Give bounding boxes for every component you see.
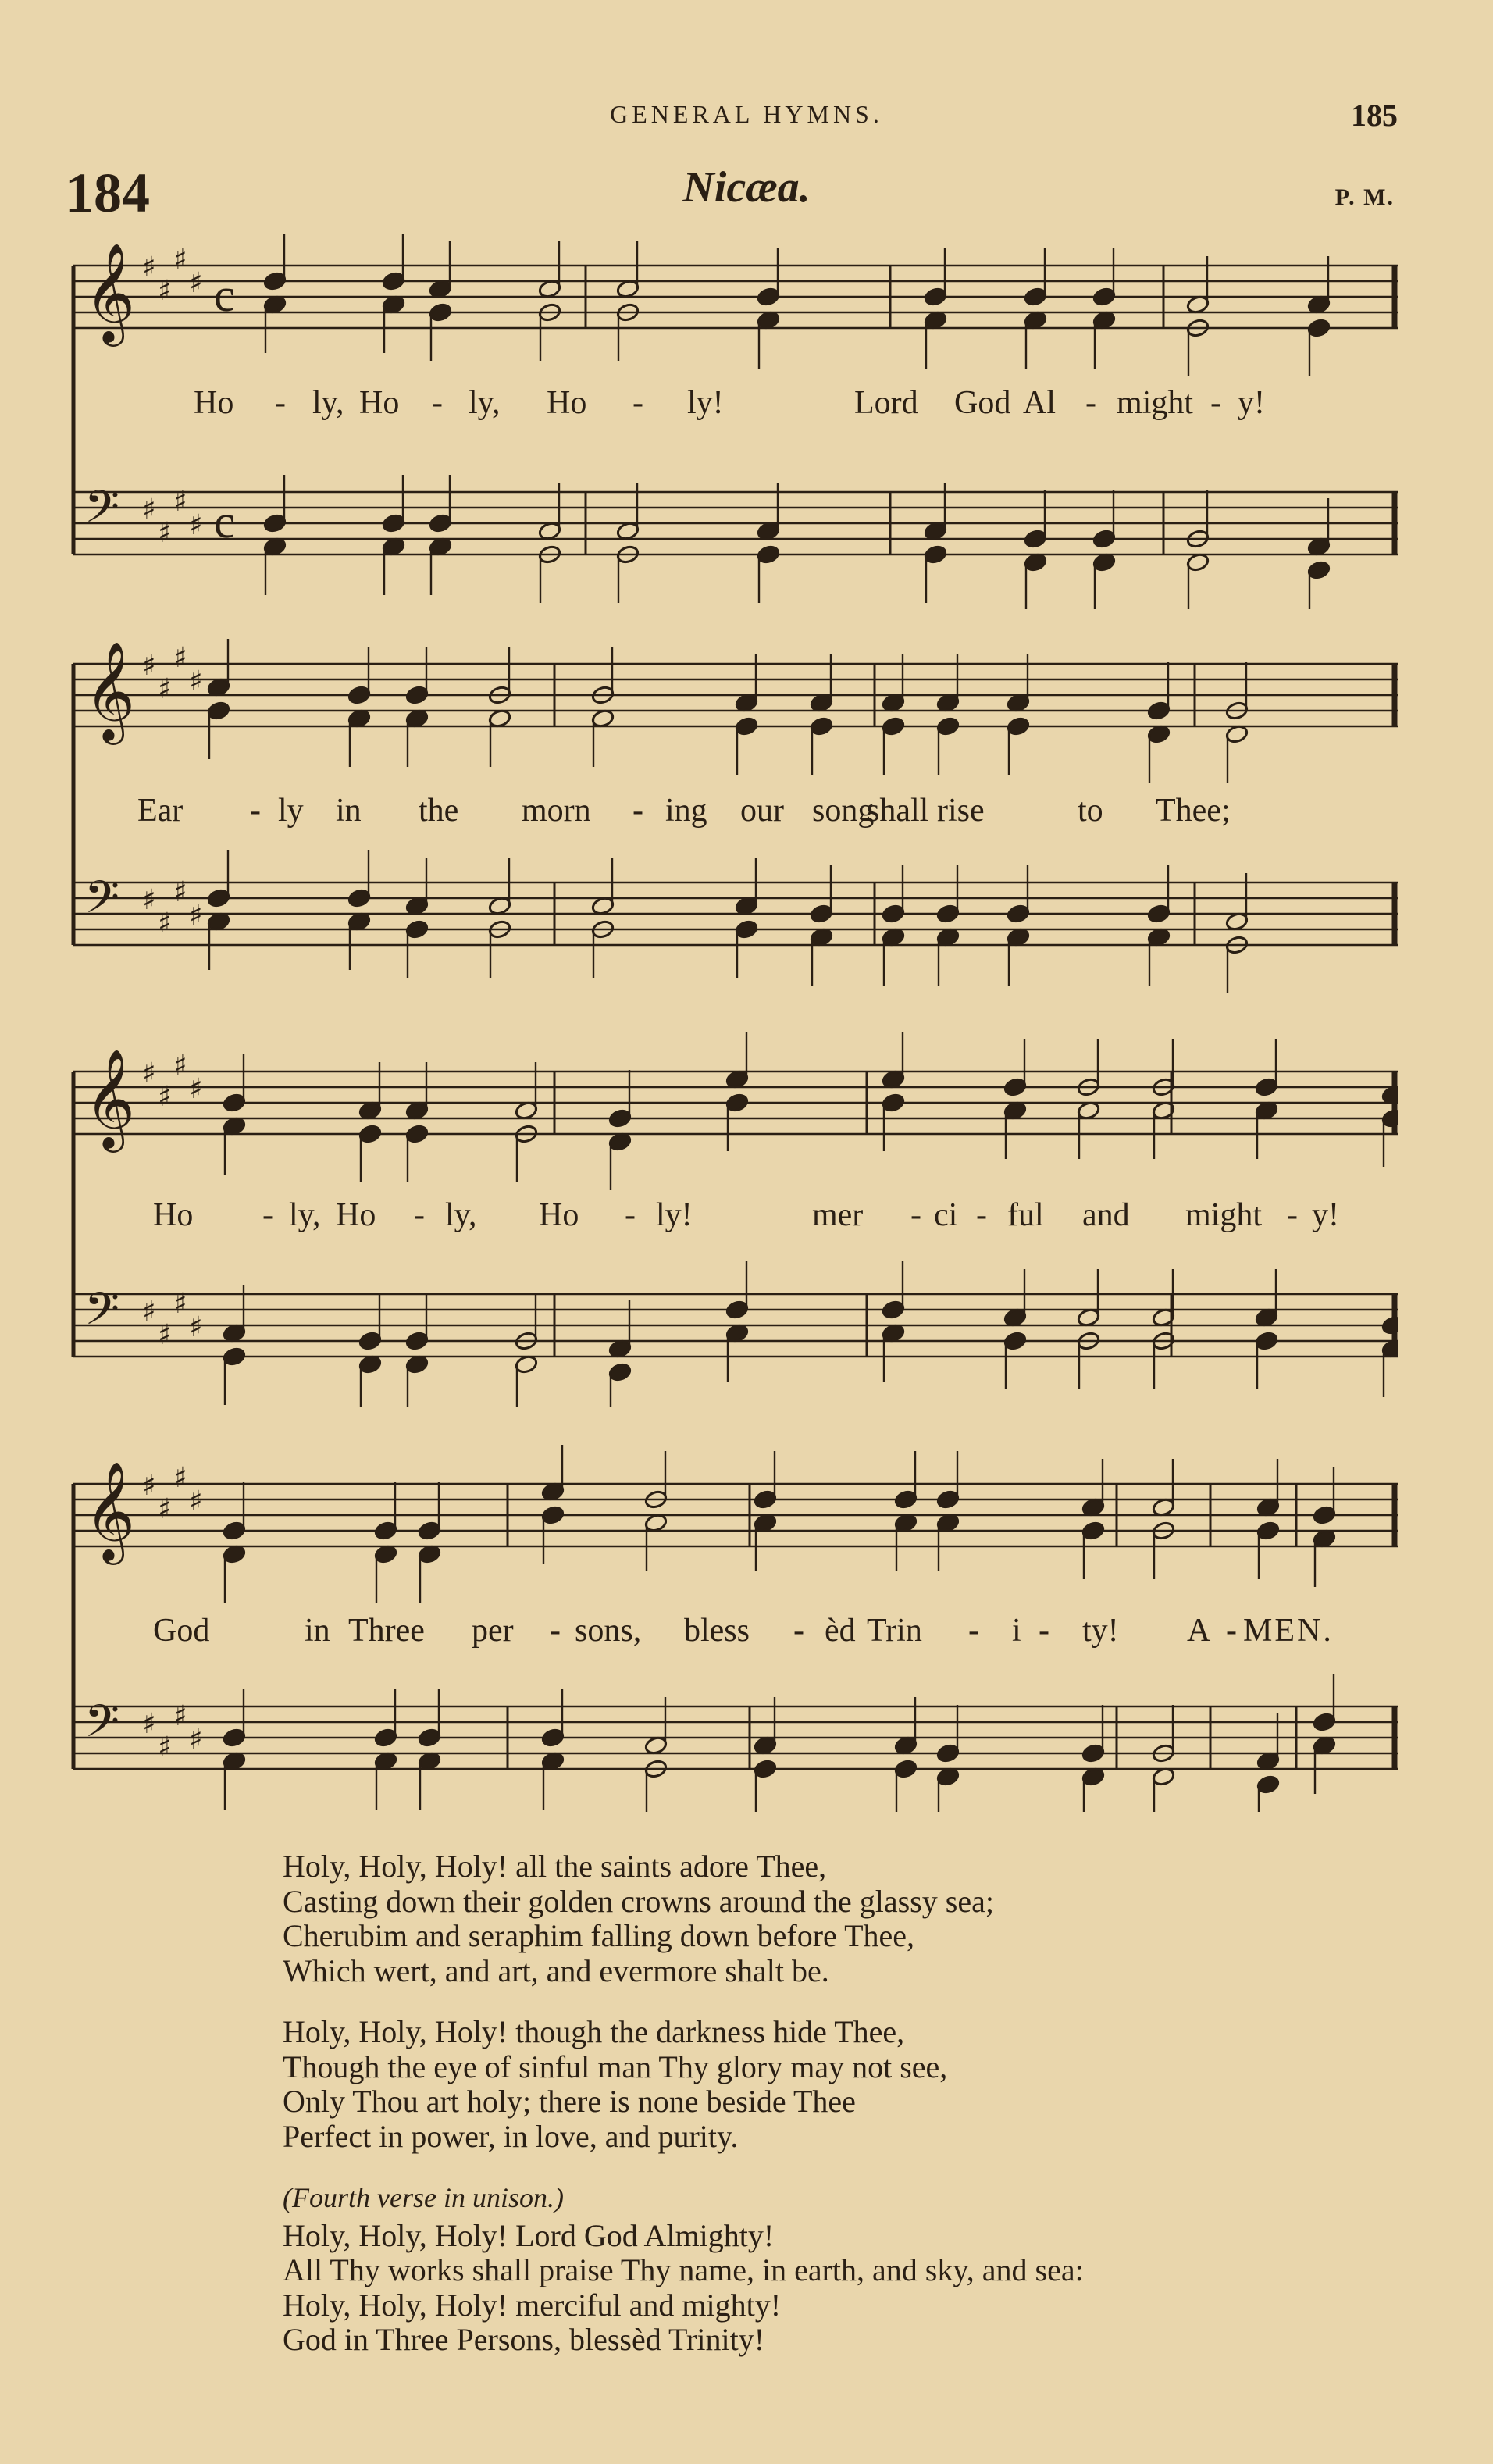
treble-note xyxy=(1307,318,1331,338)
treble-note xyxy=(223,1093,247,1113)
treble-note xyxy=(347,685,372,705)
treble-note xyxy=(882,1093,906,1113)
sharp-icon: ♯ xyxy=(173,486,187,518)
lyric-syllable: - xyxy=(632,793,643,829)
lyric-syllable: our xyxy=(740,793,784,829)
stanza-3 xyxy=(283,2015,1084,2154)
sharp-icon: ♯ xyxy=(173,876,187,908)
sharp-icon: ♯ xyxy=(158,908,172,940)
bass-clef-icon: 𝄢 xyxy=(84,480,120,544)
bass-note xyxy=(1092,529,1117,549)
bass-note xyxy=(541,1728,565,1748)
treble-clef-icon: 𝄞 xyxy=(84,640,136,740)
lyric-syllable: A xyxy=(1187,1613,1213,1649)
verse-line: Though the eye of sinful man Thy glory may not see, xyxy=(283,2049,948,2084)
treble-note xyxy=(429,302,453,323)
sharp-icon: ♯ xyxy=(142,494,156,526)
treble-note xyxy=(223,1521,247,1541)
bass-note xyxy=(418,1728,442,1748)
sharp-icon: ♯ xyxy=(173,642,187,674)
meter: P. M. xyxy=(1334,184,1395,210)
lyric-syllable: ci xyxy=(934,1197,958,1233)
sharp-icon: ♯ xyxy=(189,1073,203,1105)
bass-note xyxy=(1313,1712,1337,1732)
hymn-verses xyxy=(283,1849,1084,2384)
bass-note xyxy=(1381,1315,1398,1335)
lyric-row-2 xyxy=(70,792,1398,839)
sharp-icon: ♯ xyxy=(189,509,203,541)
lyric-syllable: - xyxy=(262,1197,273,1233)
bass-note xyxy=(405,1331,429,1351)
lyric-syllable: per xyxy=(472,1613,514,1649)
sharp-icon: ♯ xyxy=(173,1288,187,1320)
lyric-syllable: i xyxy=(1012,1613,1021,1649)
bass-note xyxy=(894,1759,918,1779)
bass-note xyxy=(1255,1331,1279,1351)
sharp-icon: ♯ xyxy=(158,1319,172,1351)
verse-line: Holy, Holy, Holy! all the saints adore Thee, xyxy=(283,1849,827,1884)
treble-note xyxy=(405,1124,429,1144)
verse-line: Holy, Holy, Holy! though the darkness hide Thee, xyxy=(283,2014,905,2049)
bass-staff xyxy=(73,1695,1398,1769)
lyric-syllable: Trin xyxy=(867,1613,922,1649)
treble-note xyxy=(882,716,906,736)
treble-note xyxy=(1007,716,1031,736)
sharp-icon: ♯ xyxy=(142,1708,156,1740)
verse-line: Which wert, and art, and evermore shalt be. xyxy=(283,1952,829,1988)
sharp-icon: ♯ xyxy=(158,1081,172,1113)
sharp-icon: ♯ xyxy=(142,884,156,916)
treble-note xyxy=(936,716,960,736)
treble-note xyxy=(924,287,948,307)
verse-line: Perfect in power, in love, and purity. xyxy=(283,2118,739,2154)
bass-note xyxy=(1307,560,1331,580)
sharp-icon: ♯ xyxy=(189,1724,203,1756)
sharp-icon: ♯ xyxy=(189,900,203,932)
lyric-syllable: ly xyxy=(278,793,304,829)
bass-note xyxy=(382,513,406,533)
verse-line: All Thy works shall praise Thy name, in earth, and sky, and sea: xyxy=(283,2252,1084,2287)
bass-note xyxy=(374,1728,398,1748)
lyric-syllable: ly, xyxy=(469,385,501,421)
treble-clef-icon: 𝄞 xyxy=(84,242,136,342)
lyric-syllable: song xyxy=(812,793,875,829)
lyric-syllable: bless xyxy=(684,1613,750,1649)
page-number: 185 xyxy=(1351,98,1398,133)
music-system-3 xyxy=(70,1032,1398,1407)
lyric-syllable: Thee; xyxy=(1156,793,1231,829)
music-system-4 xyxy=(70,1445,1398,1812)
music-system-1 xyxy=(70,234,1398,609)
verse-line: God in Three Persons, blessèd Trinity! xyxy=(283,2322,765,2357)
bass-note xyxy=(429,513,453,533)
sharp-icon: ♯ xyxy=(189,267,203,299)
lyric-syllable: God xyxy=(954,385,1011,421)
bass-note xyxy=(1147,904,1171,924)
lyric-syllable: ly! xyxy=(656,1197,693,1233)
lyric-syllable: - xyxy=(976,1197,987,1233)
bass-note xyxy=(1024,529,1048,549)
treble-note xyxy=(1256,1521,1281,1541)
lyric-syllable: y! xyxy=(1238,385,1265,421)
lyric-syllable: in xyxy=(305,1613,330,1649)
sharp-icon: ♯ xyxy=(173,1462,187,1494)
lyric-syllable: Ho xyxy=(194,385,234,421)
lyric-syllable: - xyxy=(1210,385,1221,421)
bass-note xyxy=(725,1300,750,1320)
bass-note xyxy=(754,1759,778,1779)
verse-line: Holy, Holy, Holy! merciful and mighty! xyxy=(283,2287,782,2323)
treble-note xyxy=(608,1108,632,1129)
lyric-syllable: ly! xyxy=(687,385,724,421)
unison-note: (Fourth verse in unison.) xyxy=(283,2182,564,2213)
sharp-icon: ♯ xyxy=(142,1057,156,1089)
lyric-syllable: might xyxy=(1185,1197,1263,1233)
lyric-row-1 xyxy=(70,384,1398,431)
lyric-syllable: - xyxy=(910,1197,921,1233)
sharp-icon: ♯ xyxy=(142,1470,156,1502)
stanza-2 xyxy=(283,1849,1084,1988)
sharp-icon: ♯ xyxy=(189,1485,203,1517)
lyric-row-3 xyxy=(70,1196,1398,1243)
lyric-syllable: - xyxy=(632,385,643,421)
lyric-syllable: morn xyxy=(522,793,591,829)
lyric-syllable: - xyxy=(414,1197,425,1233)
treble-note xyxy=(374,1521,398,1541)
treble-note xyxy=(894,1489,918,1510)
bass-note xyxy=(735,919,759,940)
lyric-syllable: Al xyxy=(1023,385,1056,421)
bass-clef-icon: 𝄢 xyxy=(84,871,120,935)
lyric-syllable: Ho xyxy=(153,1197,194,1233)
lyric-syllable: and xyxy=(1082,1197,1130,1233)
treble-note xyxy=(207,701,231,721)
lyric-syllable: Lord xyxy=(854,385,918,421)
lyric-syllable: - xyxy=(1085,385,1096,421)
bass-note xyxy=(223,1346,247,1367)
verse-line: Only Thou art holy; there is none beside Thee xyxy=(283,2084,856,2119)
hymn-number: 184 xyxy=(66,162,150,224)
lyric-syllable: Ho xyxy=(539,1197,579,1233)
treble-note xyxy=(263,271,287,291)
sharp-icon: ♯ xyxy=(158,275,172,307)
sharp-icon: ♯ xyxy=(158,517,172,549)
treble-clef-icon: 𝄞 xyxy=(84,1460,136,1560)
sharp-icon: ♯ xyxy=(173,244,187,276)
lyric-syllable: shall xyxy=(867,793,929,829)
bass-note xyxy=(347,888,372,908)
bass-note xyxy=(1081,1743,1106,1763)
treble-note xyxy=(1313,1505,1337,1525)
lyric-syllable: - xyxy=(793,1613,804,1649)
bass-note xyxy=(207,888,231,908)
lyric-syllable: sons, xyxy=(575,1613,642,1649)
sharp-icon: ♯ xyxy=(142,650,156,682)
lyric-syllable: - xyxy=(250,793,261,829)
lyric-syllable: - xyxy=(1039,1613,1049,1649)
lyric-syllable: Ho xyxy=(359,385,400,421)
treble-note xyxy=(541,1505,565,1525)
lyric-syllable: might xyxy=(1117,385,1194,421)
common-time-icon: c xyxy=(214,496,235,547)
sharp-icon: ♯ xyxy=(158,1731,172,1763)
lyric-syllable: y! xyxy=(1312,1197,1339,1233)
treble-note xyxy=(754,1489,778,1510)
sharp-icon: ♯ xyxy=(142,251,156,283)
lyric-syllable: Ear xyxy=(137,793,184,829)
verse-line: Casting down their golden crowns around the glassy sea; xyxy=(283,1883,994,1919)
treble-note xyxy=(735,716,759,736)
lyric-syllable: MEN. xyxy=(1243,1613,1334,1649)
bass-note xyxy=(608,1362,632,1382)
treble-note xyxy=(1255,1077,1279,1097)
bass-note xyxy=(405,919,429,940)
bass-note xyxy=(936,904,960,924)
lyric-syllable: - xyxy=(432,385,443,421)
lyric-syllable: ty! xyxy=(1082,1613,1119,1649)
common-time-icon: c xyxy=(214,269,235,321)
lyric-syllable: ly, xyxy=(289,1197,321,1233)
treble-clef-icon: 𝄞 xyxy=(84,1048,136,1148)
treble-staff xyxy=(73,1460,1398,1565)
treble-note xyxy=(1092,287,1117,307)
verse-line: Cherubim and seraphim falling down before Thee, xyxy=(283,1918,915,1953)
lyric-syllable: to xyxy=(1078,793,1103,829)
treble-staff xyxy=(73,640,1398,745)
bass-note xyxy=(936,1743,960,1763)
treble-note xyxy=(358,1124,383,1144)
treble-note xyxy=(1147,701,1171,721)
treble-note xyxy=(810,716,834,736)
sharp-icon: ♯ xyxy=(158,673,172,705)
bass-note xyxy=(1256,1774,1281,1795)
treble-note xyxy=(1081,1521,1106,1541)
lyric-syllable: - xyxy=(625,1197,636,1233)
bass-clef-icon: 𝄢 xyxy=(84,1695,120,1759)
lyric-syllable: in xyxy=(336,793,362,829)
lyric-syllable: - xyxy=(1226,1613,1239,1649)
bass-note xyxy=(263,513,287,533)
running-head: GENERAL HYMNS. xyxy=(610,100,883,128)
lyric-syllable: mer xyxy=(812,1197,864,1233)
bass-note xyxy=(358,1331,383,1351)
treble-staff xyxy=(73,242,1398,347)
lyric-syllable: Ho xyxy=(547,385,587,421)
treble-note xyxy=(418,1521,442,1541)
lyric-syllable: ly, xyxy=(445,1197,477,1233)
treble-note xyxy=(725,1093,750,1113)
bass-note xyxy=(882,904,906,924)
lyric-syllable: èd xyxy=(825,1613,856,1649)
verse-line: Holy, Holy, Holy! Lord God Almighty! xyxy=(283,2217,775,2253)
lyric-syllable: ful xyxy=(1007,1197,1044,1233)
lyric-row-4 xyxy=(70,1612,1398,1659)
treble-note xyxy=(1024,287,1048,307)
lyric-syllable: ly, xyxy=(312,385,344,421)
bass-note xyxy=(757,544,781,565)
sharp-icon: ♯ xyxy=(189,665,203,697)
bass-clef-icon: 𝄢 xyxy=(84,1282,120,1346)
treble-note xyxy=(936,1489,960,1510)
lyric-syllable: ing xyxy=(665,793,707,829)
bass-staff xyxy=(73,1282,1398,1357)
lyric-syllable: - xyxy=(968,1613,979,1649)
lyric-syllable: Three xyxy=(348,1613,425,1649)
lyric-syllable: God xyxy=(153,1613,210,1649)
music-system-2 xyxy=(70,633,1398,1007)
sharp-icon: ♯ xyxy=(158,1493,172,1525)
lyric-syllable: the xyxy=(419,793,459,829)
lyric-syllable: rise xyxy=(937,793,985,829)
stanza-4 xyxy=(283,2181,1084,2358)
treble-note xyxy=(405,685,429,705)
bass-note xyxy=(223,1728,247,1748)
sharp-icon: ♯ xyxy=(173,1050,187,1082)
bass-note xyxy=(1003,1331,1028,1351)
bass-note xyxy=(810,904,834,924)
treble-note xyxy=(1003,1077,1028,1097)
treble-note xyxy=(757,287,781,307)
bass-note xyxy=(924,544,948,565)
lyric-syllable: Ho xyxy=(336,1197,376,1233)
sharp-icon: ♯ xyxy=(189,1311,203,1343)
lyric-syllable: - xyxy=(1287,1197,1298,1233)
bass-note xyxy=(1007,904,1031,924)
treble-note xyxy=(382,271,406,291)
bass-note xyxy=(882,1300,906,1320)
lyric-syllable: - xyxy=(550,1613,561,1649)
sharp-icon: ♯ xyxy=(142,1296,156,1328)
sharp-icon: ♯ xyxy=(173,1700,187,1732)
tune-name: Nicæa. xyxy=(682,163,811,212)
lyric-syllable: - xyxy=(275,385,286,421)
